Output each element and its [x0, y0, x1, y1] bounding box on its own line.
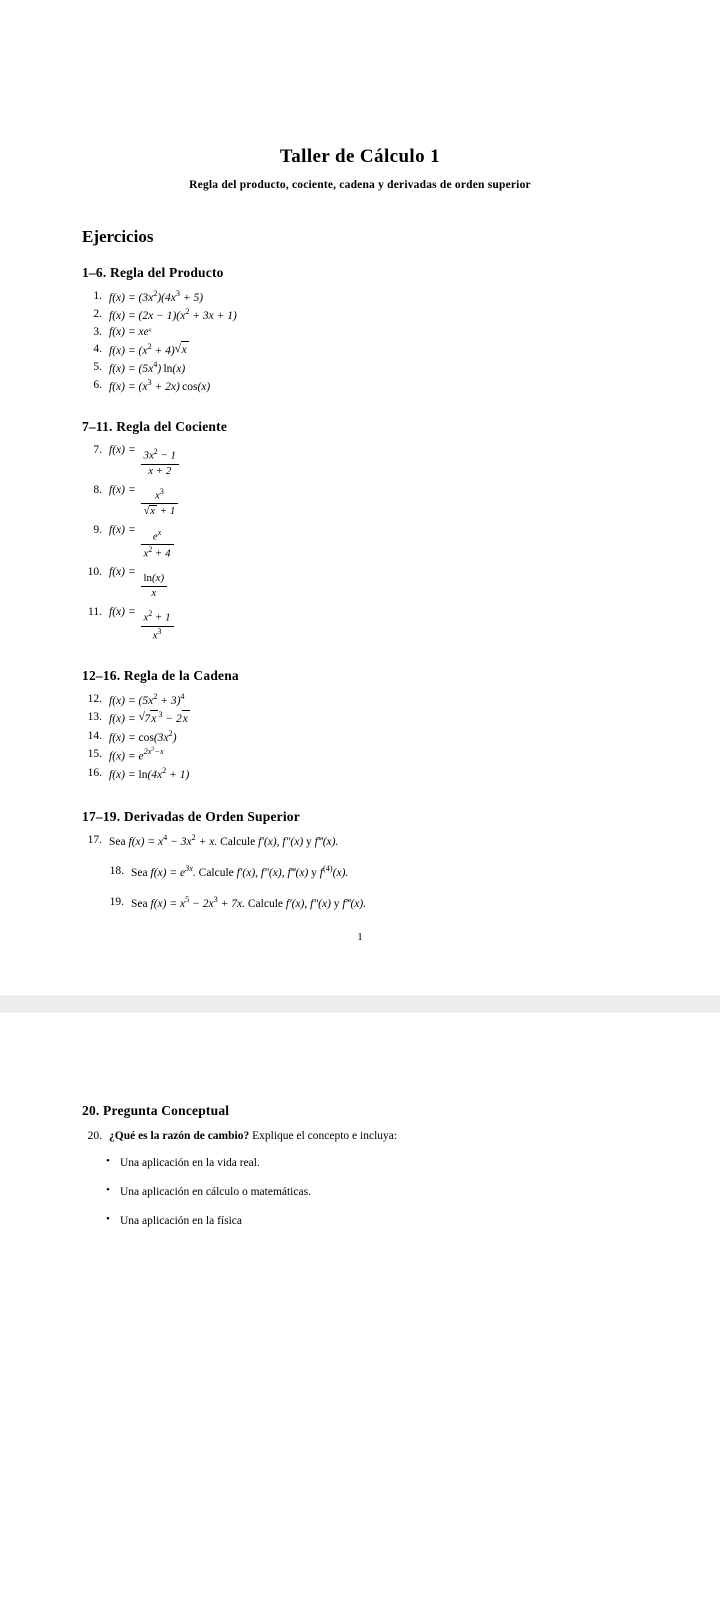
item-expression: $f(x) = (5x^4)$ ln(x) [109, 359, 186, 375]
list-item [82, 442, 638, 478]
list-item: • Una aplicación en la física [120, 1213, 638, 1229]
item-number: 6. [93, 378, 102, 391]
item-number: 7. [93, 444, 102, 457]
exercise-list-orden-superior [82, 832, 638, 912]
item-expression: $f(x) = \cos(3x^2)$ [109, 728, 177, 744]
exercise-list-cadena [82, 691, 638, 783]
list-item [82, 832, 638, 850]
list-item [82, 377, 638, 395]
list-item [82, 522, 638, 560]
conceptual-question-rest: Explique el concepto e incluya: [252, 1130, 398, 1142]
item-expression: $f(x) = (3x^2)(4x^3 + 5)$ [109, 289, 204, 304]
list-item [82, 604, 638, 642]
item-expression: $f(x) = (2x - 1)(x^2 + 3x + 1)$ [109, 307, 237, 322]
page-separator [0, 995, 720, 1013]
section-heading-ejercicios: Ejercicios [82, 227, 154, 246]
item-expression: f(x) = $\frac{x^2 + 1}{x^3}$ [109, 604, 176, 642]
item-expression: $f(x) = (x^3 + 2x)$ cos(x) [109, 377, 211, 393]
list-item [82, 765, 638, 783]
item-expression: $f(x) = \ln(4x^2 + 1)$ [109, 765, 190, 781]
list-item [82, 359, 638, 377]
item-number: 10. [87, 566, 102, 579]
item-number: 12. [87, 693, 102, 706]
item-number: 16. [87, 766, 102, 779]
subsection-heading-conceptual: 20. Pregunta Conceptual [82, 1103, 230, 1118]
item-expression: f(x) = $\frac{3x^2 - 1}{x + 2}$ [109, 442, 181, 478]
list-item [82, 863, 638, 881]
item-number: 9. [93, 524, 102, 537]
item-expression: $f(x) = (x^2 + 4)$ √ x [109, 341, 189, 359]
subsection-heading-cociente: 7–11. Regla del Cociente [82, 419, 228, 435]
item-number: 19. [109, 896, 124, 909]
item-expression: Sea $f(x) = x^4 - 3x^2 + x$. Calcule f′(x), f″(x) y f‴(x). [109, 832, 339, 848]
item-expression: $f(x) = (5x^2 + 3)^4$ [109, 692, 185, 708]
item-expression: f(x) = $x^3$ √ x + 1 [109, 482, 180, 519]
conceptual-question [82, 1130, 638, 1142]
list-item [82, 746, 638, 765]
conceptual-question-bold: ¿Qué es la razón de cambio? [109, 1130, 250, 1142]
list-item [82, 709, 638, 727]
list-item [82, 288, 638, 306]
list-item: • Una aplicación en cálculo o matemáticas. [120, 1184, 638, 1200]
item-number: 20. [87, 1130, 102, 1142]
subsection-heading-orden-superior: 17–19. Derivadas de Orden Superior [82, 808, 300, 824]
item-number: 3. [93, 326, 102, 339]
list-item [82, 482, 638, 519]
item-expression: f(x) = $\frac{e^x}{x^2 + 4}$ [109, 522, 176, 560]
document-page-2 [0, 1013, 720, 1600]
list-item [82, 324, 638, 340]
list-item [82, 728, 638, 746]
page-subtitle: Regla del producto, cociente, cadena y derivadas de orden superior [189, 179, 531, 191]
conceptual-bullet-list [82, 1155, 638, 1229]
item-expression: $f(x) = e^{2x^3-x}$ [109, 746, 164, 763]
list-item [82, 894, 638, 912]
item-number: 17. [87, 833, 102, 846]
item-number: 14. [87, 729, 102, 742]
exercise-list-cociente [82, 442, 638, 642]
item-number: 8. [93, 483, 102, 496]
item-number: 13. [87, 711, 102, 724]
exercise-list-producto [82, 288, 638, 395]
item-number: 1. [93, 290, 102, 302]
item-expression: $f(x) = xe^x$ [109, 326, 152, 339]
item-number: 15. [87, 747, 102, 760]
item-number: 5. [93, 360, 102, 373]
subsection-heading-cadena: 12–16. Regla de la Cadena [82, 668, 239, 684]
item-expression: f(x) = √ 7x $^3$ − 2x [109, 709, 190, 727]
list-item [82, 564, 638, 600]
item-number: 11. [88, 606, 102, 618]
page-number: 1 [357, 931, 363, 943]
item-number: 4. [93, 342, 102, 355]
conceptual-question-text [109, 1130, 397, 1142]
list-item [82, 691, 638, 709]
item-expression: f(x) = $\frac{\ln(x)}{x}$ [109, 564, 169, 600]
item-number: 2. [93, 308, 102, 321]
item-expression: Sea $f(x) = x^5 - 2x^3 + 7x$. Calcule f′(x), f″(x) y f‴(x). [131, 895, 367, 910]
subsection-heading-producto: 1–6. Regla del Producto [82, 265, 224, 280]
item-number: 18. [109, 864, 124, 877]
list-item [82, 341, 638, 359]
page-title: Taller de Cálculo 1 [279, 146, 441, 167]
list-item [82, 306, 638, 324]
item-expression: Sea $f(x) = e^{3x}$. Calcule f′(x), f″(x), f‴(x) y $f^{(4)}(x)$. [131, 863, 349, 879]
list-item: • Una aplicación en la vida real. [120, 1155, 638, 1171]
